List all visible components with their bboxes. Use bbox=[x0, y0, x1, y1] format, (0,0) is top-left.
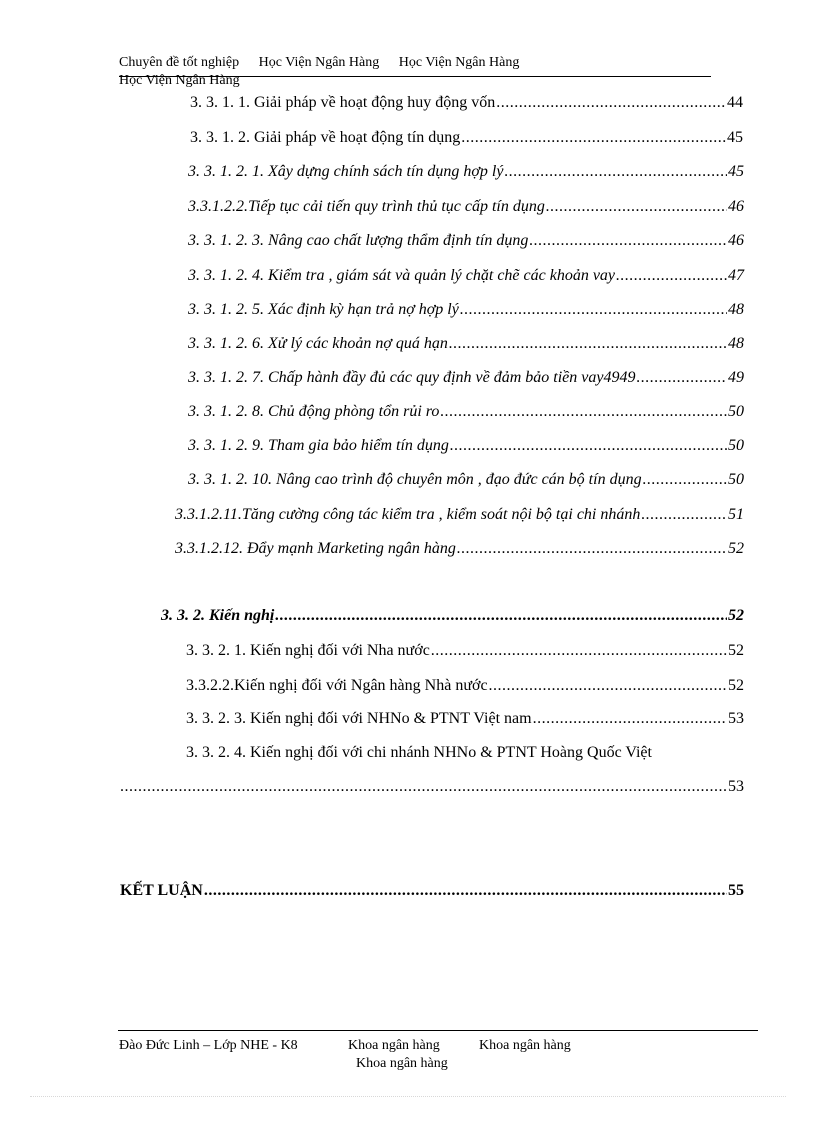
toc-entry-label: 3. 3. 1. 2. 1. Xây dựng chính sách tín dụng hợp lý bbox=[188, 163, 504, 180]
dot-leader bbox=[643, 469, 727, 491]
dot-leader bbox=[431, 640, 727, 662]
dot-leader bbox=[120, 776, 727, 798]
toc-conclusion-entry[interactable] bbox=[120, 880, 744, 902]
dot-leader bbox=[461, 127, 726, 149]
toc-entry[interactable] bbox=[188, 401, 744, 423]
toc-entry-label[interactable]: 3. 3. 2. 4. Kiến nghị đối với chi nhánh NHNo & PTNT Hoàng Quốc Việt bbox=[186, 744, 652, 761]
toc-entry-label: 3.3.1.2.12. Đẩy mạnh Marketing ngân hàng bbox=[175, 540, 456, 557]
dot-leader bbox=[504, 161, 727, 183]
toc-entry-label: 3. 3. 1. 2. 3. Nâng cao chất lượng thẩm định tín dụng bbox=[188, 232, 529, 249]
toc-entry[interactable] bbox=[188, 469, 744, 491]
toc-entry-label: 3. 3. 1. 2. 10. Nâng cao trình độ chuyên môn , đạo đức cán bộ tín dụng bbox=[188, 471, 642, 488]
toc-entry-page: 50 bbox=[728, 471, 744, 488]
dot-leader bbox=[636, 367, 727, 389]
toc-entry-label: 3.3.1.2.11.Tăng cường công tác kiểm tra , kiểm soát nội bộ tại chi nhánh bbox=[175, 506, 641, 523]
dot-leader bbox=[275, 605, 727, 627]
footer-rule bbox=[118, 1030, 758, 1031]
toc-entry-page: 52 bbox=[728, 642, 744, 659]
toc-entry[interactable] bbox=[175, 538, 744, 560]
toc-entry[interactable] bbox=[175, 504, 744, 526]
toc-entry-label: 3.3.2.2.Kiến nghị đối với Ngân hàng Nhà nước bbox=[186, 677, 488, 694]
toc-entry[interactable] bbox=[186, 675, 744, 697]
toc-entry[interactable] bbox=[188, 196, 744, 218]
toc-entry-label: 3.3.1.2.2.Tiếp tục cải tiến quy trình thủ tục cấp tín dụng bbox=[188, 198, 545, 215]
header-institution-repeat: Học Viện Ngân Hàng bbox=[398, 55, 520, 70]
dot-leader bbox=[460, 299, 727, 321]
toc-entry[interactable] bbox=[190, 92, 743, 114]
toc-entry-page: 52 bbox=[728, 607, 744, 624]
toc-entry[interactable] bbox=[188, 265, 744, 287]
toc-entry-page: 51 bbox=[728, 506, 744, 523]
toc-entry-page: 45 bbox=[727, 129, 743, 146]
toc-entry-label: 3. 3. 1. 2. 4. Kiểm tra , giám sát và quản lý chặt chẽ các khoản vay bbox=[188, 267, 616, 284]
dot-leader bbox=[457, 538, 727, 560]
dot-leader bbox=[450, 435, 727, 457]
toc-entry[interactable] bbox=[188, 161, 744, 183]
toc-entry[interactable] bbox=[188, 333, 744, 355]
toc-entry-page: 53 bbox=[728, 778, 744, 795]
dot-leader bbox=[546, 196, 727, 218]
toc-entry-page: 55 bbox=[728, 882, 744, 899]
header-institution-line2: Học Viện Ngân Hàng bbox=[119, 73, 240, 88]
toc-entry-label: 3. 3. 1. 2. Giải pháp về hoạt động tín dụng bbox=[190, 129, 461, 146]
toc-entry[interactable] bbox=[188, 367, 744, 389]
toc-entry-page: 50 bbox=[728, 403, 744, 420]
toc-entry-label: 3. 3. 1. 2. 9. Tham gia bảo hiểm tín dụng bbox=[188, 437, 449, 454]
toc-entry-label: KẾT LUẬN bbox=[120, 882, 203, 899]
header-thesis-title: Chuyên đề tốt nghiệp bbox=[119, 55, 240, 70]
footer-department: Khoa ngân hàng bbox=[348, 1038, 440, 1053]
toc-entry-page: 45 bbox=[728, 163, 744, 180]
toc-entry[interactable] bbox=[186, 640, 744, 662]
toc-entry-continuation[interactable] bbox=[120, 776, 744, 798]
toc-entry-label: 3. 3. 2. 1. Kiến nghị đối với Nha nước bbox=[186, 642, 430, 659]
toc-entry-label: 3. 3. 1. 1. Giải pháp về hoạt động huy động vốn bbox=[190, 94, 496, 111]
toc-entry[interactable] bbox=[188, 230, 744, 252]
dot-leader bbox=[529, 230, 727, 252]
toc-entry-label: 3. 3. 1. 2. 6. Xử lý các khoản nợ quá hạn bbox=[188, 335, 448, 352]
toc-entry-page: 52 bbox=[728, 677, 744, 694]
toc-entry-page: 53 bbox=[728, 710, 744, 727]
toc-entry-label: 3. 3. 2. Kiến nghị bbox=[161, 607, 275, 624]
toc-entry-label: 3. 3. 1. 2. 7. Chấp hành đầy đủ các quy định về đảm bảo tiền vay4949 bbox=[188, 369, 636, 386]
toc-entry[interactable] bbox=[188, 435, 744, 457]
toc-entry-page: 44 bbox=[727, 94, 743, 111]
dot-leader bbox=[616, 265, 727, 287]
footer-department-line2: Khoa ngân hàng bbox=[356, 1056, 448, 1071]
toc-entry-label: 3. 3. 1. 2. 8. Chủ động phòng tổn rủi ro bbox=[188, 403, 440, 420]
dot-leader bbox=[489, 675, 727, 697]
toc-entry-page: 46 bbox=[728, 198, 744, 215]
page-boundary bbox=[30, 1096, 786, 1097]
dot-leader bbox=[440, 401, 727, 423]
toc-section-entry[interactable] bbox=[161, 605, 744, 627]
toc-entry-label: 3. 3. 1. 2. 5. Xác định kỳ hạn trả nợ hợp lý bbox=[188, 301, 459, 318]
dot-leader bbox=[449, 333, 727, 355]
dot-leader bbox=[533, 708, 727, 730]
toc-entry-page: 47 bbox=[728, 267, 744, 284]
toc-entry-label: 3. 3. 2. 3. Kiến nghị đối với NHNo & PTNT Việt nam bbox=[186, 710, 532, 727]
dot-leader bbox=[641, 504, 727, 526]
toc-entry-page: 52 bbox=[728, 540, 744, 557]
toc-entry-page: 48 bbox=[728, 301, 744, 318]
toc-entry-page: 49 bbox=[728, 369, 744, 386]
toc-entry-page: 48 bbox=[728, 335, 744, 352]
toc-entry-page: 46 bbox=[728, 232, 744, 249]
toc-entry[interactable] bbox=[188, 299, 744, 321]
dot-leader bbox=[496, 92, 726, 114]
toc-entry-page: 50 bbox=[728, 437, 744, 454]
header-institution: Học Viện Ngân Hàng bbox=[258, 55, 380, 70]
toc-entry[interactable] bbox=[186, 708, 744, 730]
dot-leader bbox=[204, 880, 727, 902]
toc-entry[interactable] bbox=[190, 127, 743, 149]
footer-department-repeat: Khoa ngân hàng bbox=[479, 1038, 571, 1053]
footer-author: Đào Đức Linh – Lớp NHE - K8 bbox=[119, 1038, 298, 1053]
